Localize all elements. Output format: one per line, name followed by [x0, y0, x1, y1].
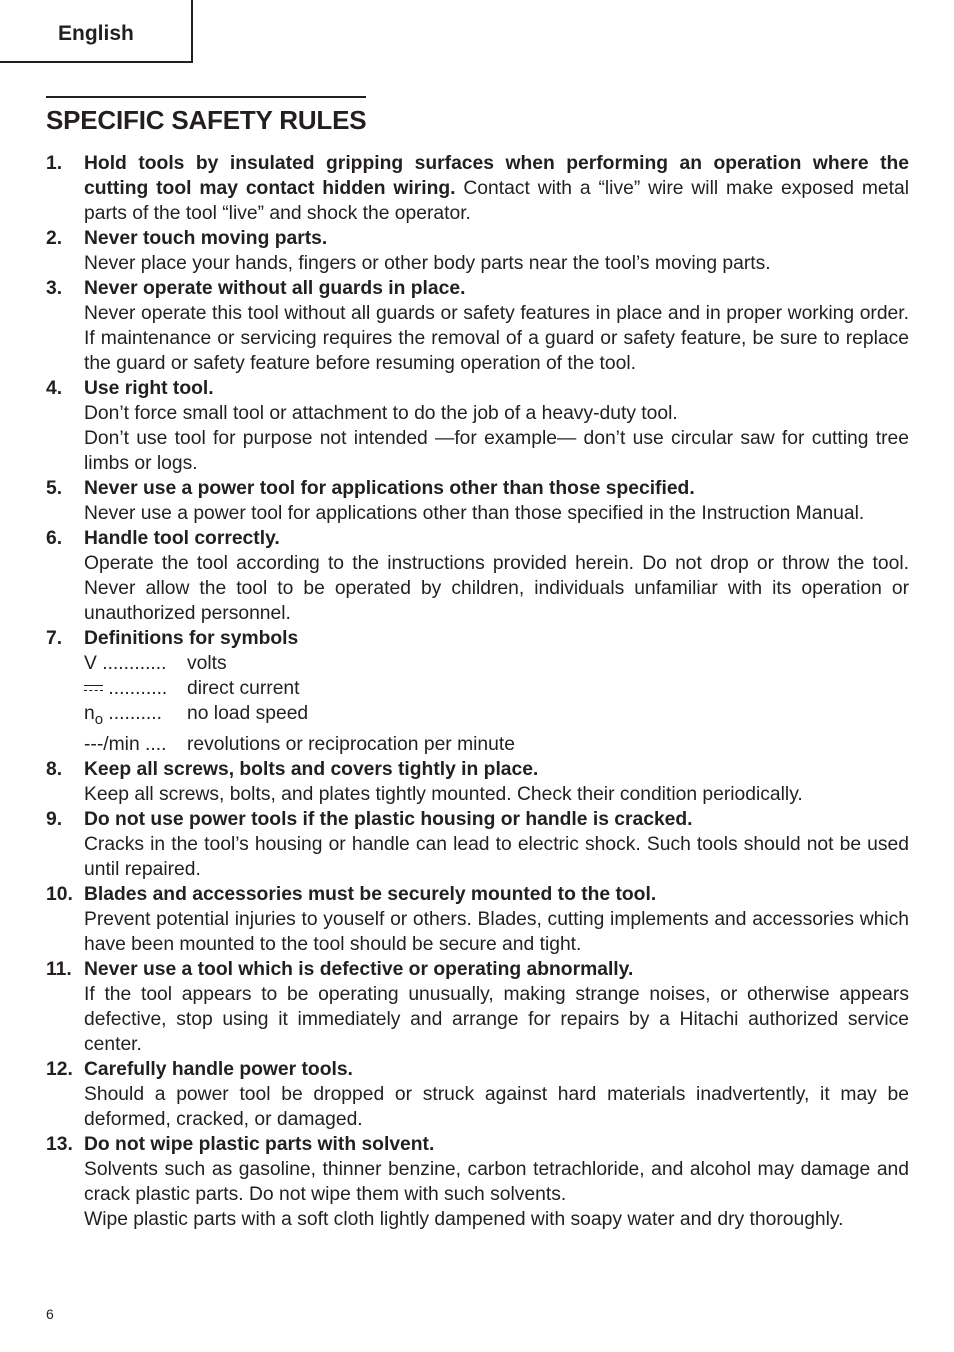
page-number: 6	[46, 1306, 54, 1322]
rule-heading: Do not use power tools if the plastic housing or handle is cracked.	[84, 808, 693, 830]
rule-heading: Blades and accessories must be securely mounted to the tool.	[84, 883, 657, 905]
safety-rules-list	[46, 151, 909, 1232]
rule-heading: Never operate without all guards in place.	[84, 278, 466, 299]
symbol-key: ---/min ....	[84, 733, 167, 755]
rule-body: Never operate this tool without all guards or safety features in place and in proper working order. If maintenance or servicing requires the removal of a guard or safety feature, be sure to replace the guard or safety feature before resuming operation of the tool.	[84, 303, 909, 374]
symbol-key: V ............	[84, 653, 167, 674]
rule-heading: Never touch moving parts.	[84, 228, 328, 249]
rule-8	[46, 757, 909, 807]
rule-number: 13.	[46, 1133, 73, 1155]
rule-body: Cracks in the tool’s housing or handle can lead to electric shock. Such tools should not be used until repaired.	[84, 833, 909, 880]
rule-body: Operate the tool according to the instructions provided herein. Do not drop or throw the tool. Never allow the tool to be operated by children, individuals unfamiliar with its operation or unauthorized personnel.	[84, 553, 909, 624]
rule-number: 3.	[46, 278, 63, 299]
rule-9	[46, 807, 909, 882]
rule-number: 10.	[46, 883, 73, 905]
rule-body: Don’t force small tool or attachment to do the job of a heavy-duty tool.	[84, 403, 678, 424]
rule-number: 12.	[46, 1058, 73, 1080]
rule-heading: Do not wipe plastic parts with solvent.	[84, 1133, 435, 1155]
rule-number: 2.	[46, 228, 63, 249]
rule-heading: Never use a power tool for applications other than those specified.	[84, 478, 695, 499]
rule-number: 8.	[46, 758, 63, 780]
rule-1	[46, 151, 909, 226]
symbol-key: ...........	[84, 676, 187, 701]
rule-body-continued: Wipe plastic parts with a soft cloth lightly dampened with soapy water and dry thoroughly.	[84, 1208, 844, 1230]
rule-text	[84, 151, 909, 226]
rule-5	[46, 476, 909, 526]
symbol-meaning: direct current	[187, 678, 300, 699]
rule-number: 9.	[46, 808, 63, 830]
symbol-row-per-minute	[84, 732, 909, 757]
rule-10	[46, 882, 909, 957]
rule-heading: Never use a tool which is defective or operating abnormally.	[84, 958, 634, 980]
rule-3	[46, 276, 909, 376]
rule-12	[46, 1057, 909, 1132]
rule-7	[46, 626, 909, 757]
rule-body-continued: Don’t use tool for purpose not intended —for example— don’t use circular saw for cutting tree limbs or logs.	[84, 428, 909, 474]
symbol-subscript: o	[94, 710, 104, 728]
rule-number: 1.	[46, 153, 63, 174]
rule-heading: Hold tools by insulated gripping surfaces when performing an operation where the cutting tool may contact hidden wiring.	[84, 153, 909, 199]
rule-body: Solvents such as gasoline, thinner benzine, carbon tetrachloride, and alcohol may damage and crack plastic parts. Do not wipe them with such solvents.	[84, 1158, 909, 1205]
rule-heading: Keep all screws, bolts and covers tightly in place.	[84, 758, 539, 780]
language-tab	[0, 0, 193, 63]
symbol-meaning: volts	[187, 653, 227, 674]
rule-heading: Definitions for symbols	[84, 628, 299, 649]
rule-2	[46, 226, 909, 276]
rule-body: If the tool appears to be operating unusually, making strange noises, or otherwise appears defective, stop using it immediately and arrange for repairs by a Hitachi authorized service center.	[84, 983, 909, 1055]
symbol-meaning: no load speed	[187, 703, 309, 724]
rule-number: 5.	[46, 478, 63, 499]
rule-4	[46, 376, 909, 476]
rule-number: 4.	[46, 378, 63, 399]
rule-body: Contact with a “live” wire will make exposed metal parts of the tool “live” and shock the operator.	[84, 178, 909, 224]
rule-body: Prevent potential injuries to youself or others. Blades, cutting implements and accessories which have been mounted to the tool should be secure and tight.	[84, 908, 909, 955]
rule-13	[46, 1132, 909, 1232]
symbol-row-volts	[84, 651, 909, 676]
rule-heading: Handle tool correctly.	[84, 528, 280, 549]
symbol-row-direct-current	[84, 676, 909, 701]
language-label: English	[58, 22, 134, 45]
symbol-meaning: revolutions or reciprocation per minute	[187, 733, 515, 755]
rule-11	[46, 957, 909, 1057]
symbol-row-no-load-speed	[84, 701, 909, 732]
rule-number: 6.	[46, 528, 63, 549]
symbol-key: $n_o$ ..........	[84, 703, 163, 728]
rule-body: Never use a power tool for applications other than those specified in the Instruction Manual.	[84, 503, 865, 524]
page-title: SPECIFIC SAFETY RULES	[46, 96, 366, 136]
rule-body: Keep all screws, bolts, and plates tightly mounted. Check their condition periodically.	[84, 783, 803, 805]
rule-heading: Carefully handle power tools.	[84, 1058, 353, 1080]
rule-body: Should a power tool be dropped or struck against hard materials inadvertently, it may be deformed, cracked, or damaged.	[84, 1083, 909, 1130]
rule-number: 7.	[46, 628, 63, 649]
rule-6	[46, 526, 909, 626]
rule-number: 11.	[46, 958, 72, 980]
rule-heading: Use right tool.	[84, 378, 214, 399]
direct-current-icon	[84, 683, 103, 693]
rule-body: Never place your hands, fingers or other body parts near the tool’s moving parts.	[84, 253, 771, 274]
